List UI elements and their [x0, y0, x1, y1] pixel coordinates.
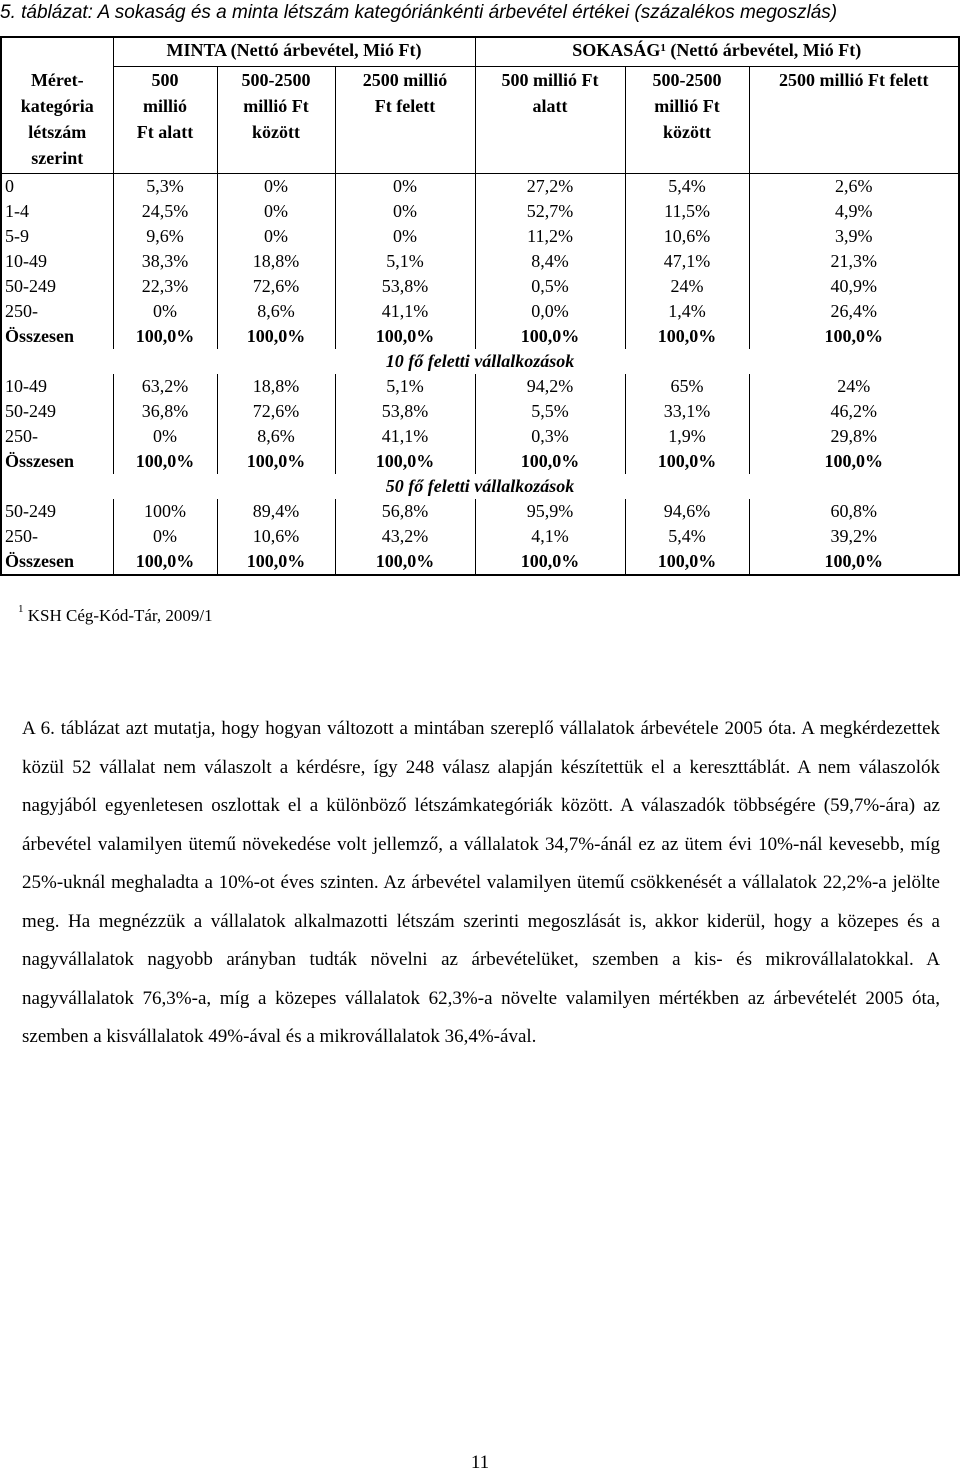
table-row: [1, 524, 959, 549]
value-cell: 0,5%: [475, 274, 625, 299]
value-cell: 100,0%: [824, 550, 884, 571]
value-cell: 100,0%: [475, 449, 625, 474]
body-paragraph: A 6. táblázat azt mutatja, hogy hogyan változott a mintában szereplő vállalatok árbevétele 2005 óta. A megkérdezettek közül 52 vállalat nem válaszolt a kérdésre, így 248 válasz alapján készítettük el a kereszttáblát. A nem válaszolók nagyjából egyenletesen oszlottak el a különböző létszámkategóriák között. A válaszadók többségére (59,7%-ára) az árbevétel valamilyen ütemű növekedése volt jellemző, a vállalatok 34,7%-ánál ez az ütem évi 10%-nál kevesebb, míg 25%-uknál meghaladta a 10%-ot éves szinten. Az árbevétel valamilyen ütemű csökkenését a vállalatok 22,2%-a jelölte meg. Ha megnézzük a vállalatok alkalmazotti létszám szerinti megoszlását is, akkor kiderül, hogy a közepes és a nagyvállalatok nagyobb arányban tudták növelni az árbevételüket, szemben a kis- és mikrovállalatokkal. A nagyvállalatok 76,3%-a, míg a közepes vállalatok 62,3%-a növelte valamilyen mértékben az árbevételét 2005 óta, szemben a kisvállalatok 49%-ával és a mikrovállalatok 36,4%-ával.: [22, 718, 940, 1047]
row-label-cell: 250-: [1, 524, 113, 549]
value-cell: 10,6%: [625, 224, 749, 249]
value-cell: 1,4%: [625, 299, 749, 324]
col-header-sokasag-over-2500: 2500 millió Ft felett: [779, 70, 929, 90]
table-row: [1, 399, 959, 424]
value-cell: 8,4%: [475, 249, 625, 274]
value-cell: 100,0%: [335, 549, 475, 575]
col-header-size: Méret- kategória létszám szerint: [1, 67, 113, 174]
table-row: [1, 299, 959, 324]
table-row: [1, 173, 959, 199]
row-label-cell: 10-49: [1, 374, 113, 399]
value-cell: 26,4%: [830, 300, 878, 321]
value-cell: 11,2%: [475, 224, 625, 249]
col-header-minta-over-2500: 2500 millió Ft felett: [335, 67, 475, 174]
row-label-cell: 0: [1, 173, 113, 199]
value-cell: 5,4%: [625, 173, 749, 199]
value-cell: 5,1%: [335, 249, 475, 274]
value-cell: 3,9%: [835, 225, 873, 246]
value-cell: 39,2%: [830, 525, 878, 546]
table-caption: 5. táblázat: A sokaság és a minta létszám kategóriánkénti árbevétel értékei (százalékos megoszlás): [0, 2, 838, 23]
value-cell: 41,1%: [335, 299, 475, 324]
table-row: [1, 424, 959, 449]
value-cell: 72,6%: [217, 274, 335, 299]
value-cell: 24,5%: [113, 199, 217, 224]
value-cell: 38,3%: [113, 249, 217, 274]
value-cell: 18,8%: [217, 249, 335, 274]
value-cell: 100,0%: [113, 324, 217, 349]
value-cell: 5,5%: [475, 399, 625, 424]
value-cell: 72,6%: [217, 399, 335, 424]
table-row: [1, 199, 959, 224]
value-cell: 95,9%: [475, 499, 625, 524]
value-cell: 100,0%: [217, 549, 335, 575]
page-number: 11: [470, 1452, 490, 1473]
value-cell: 4,9%: [835, 200, 873, 221]
table-row: [1, 249, 959, 274]
value-cell: 52,7%: [475, 199, 625, 224]
value-cell: 100,0%: [475, 549, 625, 575]
row-label-cell: Összesen: [1, 324, 113, 349]
footnote-text: KSH Cég-Kód-Tár, 2009/1: [23, 606, 213, 625]
col-header-sokasag-500-2500: 500-2500 millió Ft között: [625, 67, 749, 174]
total-row: [1, 324, 959, 349]
column-header-row: [1, 67, 959, 174]
value-cell: 0%: [217, 199, 335, 224]
row-label-cell: 50-249: [1, 274, 113, 299]
value-cell: 8,6%: [217, 299, 335, 324]
value-cell: 4,1%: [475, 524, 625, 549]
value-cell: 21,3%: [830, 250, 878, 271]
value-cell: 41,1%: [335, 424, 475, 449]
value-cell: 60,8%: [830, 500, 878, 521]
row-label-cell: Összesen: [1, 449, 113, 474]
footnote-marker: 1: [18, 603, 24, 615]
value-cell: 0%: [217, 173, 335, 199]
value-cell: 0%: [335, 199, 475, 224]
value-cell: 0%: [113, 299, 217, 324]
value-cell: 24%: [837, 375, 871, 396]
value-cell: 33,1%: [625, 399, 749, 424]
value-cell: 27,2%: [475, 173, 625, 199]
value-cell: 11,5%: [625, 199, 749, 224]
total-row: [1, 549, 959, 575]
section-subtitle: 10 fő feletti vállalkozások: [385, 350, 575, 371]
value-cell: 100,0%: [824, 450, 884, 471]
value-cell: 40,9%: [830, 275, 878, 296]
value-cell: 100,0%: [217, 449, 335, 474]
value-cell: 100%: [113, 499, 217, 524]
value-cell: 8,6%: [217, 424, 335, 449]
value-cell: 0,3%: [475, 424, 625, 449]
value-cell: 5,4%: [625, 524, 749, 549]
value-cell: 46,2%: [830, 400, 878, 421]
section-subtitle: 50 fő feletti vállalkozások: [385, 475, 575, 496]
value-cell: 65%: [625, 374, 749, 399]
total-row: [1, 449, 959, 474]
row-label-cell: 250-: [1, 424, 113, 449]
value-cell: 0%: [335, 224, 475, 249]
row-label-cell: 5-9: [1, 224, 113, 249]
table-row: [1, 224, 959, 249]
value-cell: 43,2%: [335, 524, 475, 549]
value-cell: 0%: [335, 173, 475, 199]
group-minta: MINTA (Nettó árbevétel, Mió Ft): [113, 37, 475, 67]
revenue-distribution-table: [0, 36, 960, 576]
value-cell: 9,6%: [113, 224, 217, 249]
table-row: [1, 374, 959, 399]
value-cell: 100,0%: [625, 549, 749, 575]
row-label-cell: Összesen: [1, 549, 113, 575]
group-header-row: [1, 37, 959, 67]
table-row: [1, 499, 959, 524]
value-cell: 100,0%: [335, 324, 475, 349]
col-header-minta-under-500: 500 millió Ft alatt: [113, 67, 217, 174]
value-cell: 2,6%: [835, 175, 873, 196]
value-cell: 18,8%: [217, 374, 335, 399]
group-sokasag: SOKASÁG$^1$ (Nettó árbevétel, Mió Ft): [475, 37, 959, 67]
col-header-minta-500-2500: 500-2500 millió Ft között: [217, 67, 335, 174]
value-cell: 89,4%: [217, 499, 335, 524]
section-2-title-row: [1, 349, 959, 374]
value-cell: 0,0%: [475, 299, 625, 324]
value-cell: 24%: [625, 274, 749, 299]
value-cell: 5,1%: [335, 374, 475, 399]
section-3-title-row: [1, 474, 959, 499]
table-row: [1, 274, 959, 299]
row-label-cell: 250-: [1, 299, 113, 324]
value-cell: 0%: [113, 424, 217, 449]
value-cell: 10,6%: [217, 524, 335, 549]
value-cell: 0%: [217, 224, 335, 249]
value-cell: 100,0%: [217, 324, 335, 349]
value-cell: 100,0%: [113, 549, 217, 575]
value-cell: 47,1%: [625, 249, 749, 274]
value-cell: 0%: [113, 524, 217, 549]
data-table-wrapper: [0, 36, 958, 576]
value-cell: 100,0%: [475, 324, 625, 349]
footnote: [18, 603, 213, 626]
row-label-cell: 1-4: [1, 199, 113, 224]
value-cell: 100,0%: [625, 449, 749, 474]
value-cell: 63,2%: [113, 374, 217, 399]
value-cell: 94,2%: [475, 374, 625, 399]
value-cell: 100,0%: [113, 449, 217, 474]
value-cell: 100,0%: [335, 449, 475, 474]
value-cell: 53,8%: [335, 399, 475, 424]
value-cell: 94,6%: [625, 499, 749, 524]
value-cell: 1,9%: [625, 424, 749, 449]
value-cell: 100,0%: [625, 324, 749, 349]
row-label-cell: 50-249: [1, 499, 113, 524]
col-header-sokasag-under-500: 500 millió Ft alatt: [475, 67, 625, 174]
value-cell: 53,8%: [335, 274, 475, 299]
value-cell: 56,8%: [335, 499, 475, 524]
value-cell: 29,8%: [830, 425, 878, 446]
row-label-cell: 10-49: [1, 249, 113, 274]
value-cell: 5,3%: [113, 173, 217, 199]
value-cell: 36,8%: [113, 399, 217, 424]
value-cell: 100,0%: [824, 325, 884, 346]
row-label-cell: 50-249: [1, 399, 113, 424]
value-cell: 22,3%: [113, 274, 217, 299]
